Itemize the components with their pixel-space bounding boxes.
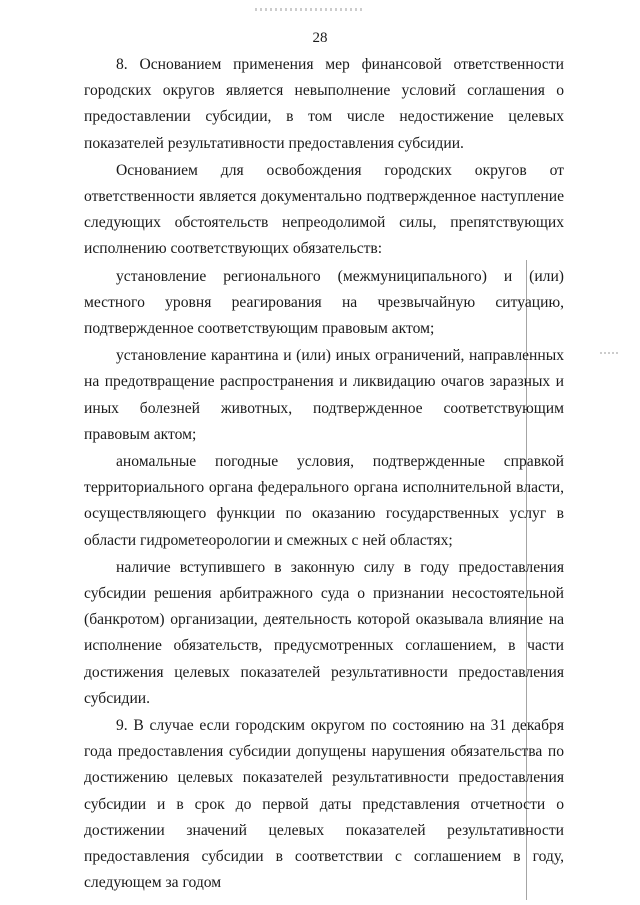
paragraph-exemption-basis: Основанием для освобождения городских округов от ответственности является документально подтвержденное наступление следующих обстоятельств непреодолимой силы, препятствующих исполнению соответствующих обязательств:: [84, 161, 564, 258]
document-body: [84, 52, 564, 897]
paragraph-quarantine: установление карантина и (или) иных ограничений, направленных на предотвращение распространения и ликвидацию очагов заразных и иных болезней животных, подтвержденное соответствующим правовым актом;: [84, 347, 564, 443]
paragraph-clause-8: 8. Основанием применения мер финансовой ответственности городских округов является невыполнение условий соглашения о предоставлении субсидии, в том числе недостижение целевых показателей результативности предоставления субсидии.: [84, 56, 564, 152]
scan-artifact-top: [255, 8, 365, 11]
paragraph-bankruptcy: наличие вступившего в законную силу в году предоставления субсидии решения арбитражного суда о признании несостоятельной (банкротом) организации, деятельность которой оказывала влияние на исполнение обязательств, предусмотренных соглашением, в части достижения целевых показателей результативности предоставления субсидии.: [84, 558, 564, 707]
page-number: 28: [312, 30, 328, 46]
paragraph-emergency-response: установление регионального (межмуниципального) и (или) местного уровня реагирования на чрезвычайную ситуацию, подтвержденное соответствующим правовым актом;: [84, 267, 564, 338]
scan-artifact-right: [600, 352, 620, 354]
paragraph-weather-conditions: аномальные погодные условия, подтвержденные справкой территориального органа федерального органа исполнительной власти, осуществляющего функции по оказанию государственных услуг в области гидрометеорологии и смежных с ней областях;: [84, 453, 564, 549]
paragraph-clause-9: 9. В случае если городским округом по состоянию на 31 декабря года предоставления субсидии допущены нарушения обязательства по достижению целевых показателей результативности предоставления субсидии и в срок до первой даты представления отчетности о достижении значений целевых показателей результативности предоставления субсидии в соответствии с соглашением в году, следующем за годом: [84, 717, 564, 892]
